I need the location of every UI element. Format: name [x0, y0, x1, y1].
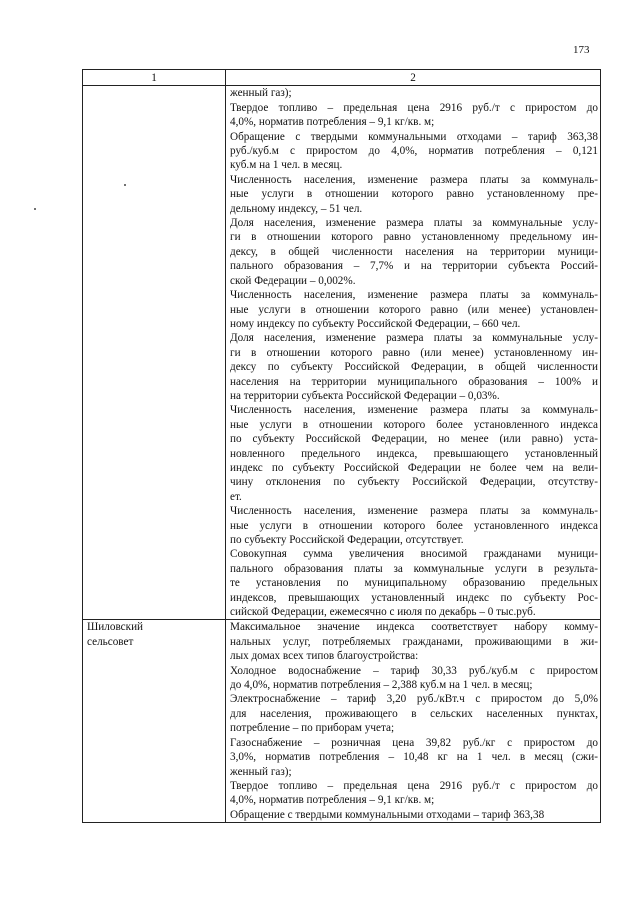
text-line: ет.	[230, 490, 242, 503]
text-line: Численность населения, изменение размера платы за коммуналь-	[230, 505, 598, 518]
text-line: ги в отношении которого равно (или менее) установленному ин-	[230, 346, 598, 359]
text-line: дексу по субъекту Российской Федерации, в общей численности	[230, 361, 598, 374]
text-line: новленного предельного индекса, превышающего установленный	[230, 447, 598, 460]
indicator-paragraph	[230, 664, 598, 693]
indicator-paragraph	[230, 331, 598, 403]
text-line: куб.м на 1 чел. в месяц.	[230, 159, 343, 172]
indicator-paragraph	[230, 403, 598, 504]
indicator-paragraph	[230, 779, 598, 808]
text-line: по субъекту Российской Федерации, но менее (или равно) уста-	[230, 433, 598, 446]
indicator-paragraph	[230, 130, 598, 173]
text-line: до 4,0%, норматив потребления – 2,388 куб.м на 1 чел. в месяц;	[230, 679, 533, 692]
text-line: чину отклонения по субъекту Российской Федерации, отсутству-	[230, 476, 598, 489]
text-line: ные услуги в отношении которого равно (или менее) установлен-	[230, 303, 598, 316]
text-line: те установления по муниципальному образованию предельных	[230, 577, 598, 590]
text-line: нальных услуг, потребляемых гражданами, проживающими в жи-	[230, 635, 598, 648]
indicator-paragraph	[230, 86, 598, 100]
indicator-paragraph	[230, 620, 598, 663]
text-line: потребление – по приборам учета;	[230, 722, 395, 735]
municipality-cell	[83, 86, 226, 620]
indicator-paragraph	[230, 173, 598, 216]
text-line: сийской Федерации, ежемесячно с июля по декабрь – 0 тыс.руб.	[230, 606, 536, 619]
text-line: ные услуги в отношении которого более установленного индекса	[230, 418, 598, 431]
stray-dot	[34, 208, 36, 210]
text-line: на территории субъекта Российской Федерации – 0,03%.	[230, 389, 500, 402]
municipality-cell	[83, 620, 226, 823]
table-header-row	[83, 70, 601, 86]
text-line: индекс по субъекту Российской Федерации не более чем на вели-	[230, 461, 598, 474]
document-table	[82, 69, 601, 823]
table-row	[83, 620, 601, 823]
column-header: 1	[83, 70, 226, 86]
text-line: Твердое топливо – предельная цена 2916 руб./т с приростом до	[230, 779, 598, 792]
municipality-name-line: сельсовет	[87, 635, 134, 648]
indicator-paragraph	[230, 736, 598, 779]
text-line: индексов, превышающих установленный индекс по субъекту Рос-	[230, 591, 598, 604]
indicators-cell	[226, 86, 601, 620]
text-line: Максимальное значение индекса соответствует набору комму-	[230, 621, 598, 634]
indicator-paragraph	[230, 692, 598, 735]
text-line: женный газ);	[230, 765, 292, 778]
municipality-name-line: Шиловский	[87, 621, 144, 634]
text-line: ные услуги в отношении которого более установленного индекса	[230, 519, 598, 532]
text-line: ги в отношении которого равно установленному предельному ин-	[230, 231, 598, 244]
text-line: Доля населения, изменение размера платы за коммунальные услу-	[230, 217, 598, 230]
text-line: Доля населения, изменение размера платы за коммунальные услу-	[230, 332, 598, 345]
text-line: женный газ);	[230, 87, 292, 100]
table-row	[83, 86, 601, 620]
text-line: ные услуги в отношении которого равно установленному пре-	[230, 188, 598, 201]
text-line: ному индексу по субъекту Российской Федерации, – 660 чел.	[230, 317, 521, 330]
text-line: Газоснабжение – розничная цена 39,82 руб./кг с приростом до	[230, 736, 598, 749]
text-line: Твердое топливо – предельная цена 2916 руб./т с приростом до	[230, 101, 598, 114]
page-number: 173	[573, 44, 590, 56]
indicator-paragraph	[230, 504, 598, 547]
indicator-paragraph	[230, 547, 598, 619]
text-line: руб./куб.м с приростом до 4,0%, норматив потребления – 0,121	[230, 145, 598, 158]
text-line: по субъекту Российской Федерации, отсутствует.	[230, 534, 464, 546]
text-line: Численность населения, изменение размера платы за коммуналь-	[230, 404, 598, 417]
text-line: лых домах всех типов благоустройства:	[230, 650, 419, 663]
indicator-paragraph	[230, 808, 598, 822]
text-line: Численность населения, изменение размера платы за коммуналь-	[230, 289, 598, 302]
text-line: 3,0%, норматив потребления – 10,48 кг на 1 чел. в месяц (сжи-	[230, 751, 598, 764]
text-line: Холодное водоснабжение – тариф 30,33 руб./куб.м с приростом	[230, 664, 598, 677]
indicators-cell	[226, 620, 601, 823]
text-line: Обращение с твердыми коммунальными отходами – тариф 363,38	[230, 808, 545, 821]
text-line: Обращение с твердыми коммунальными отходами – тариф 363,38	[230, 130, 598, 143]
text-line: пального образования платы за коммунальные услуги в результа-	[230, 562, 598, 575]
text-line: дексу, в общей численности населения на территории муници-	[230, 245, 598, 258]
column-header: 2	[226, 70, 601, 86]
text-line: пального образования – 7,7% и на территории субъекта Россий-	[230, 260, 598, 273]
text-line: Электроснабжение – тариф 3,20 руб./кВт.ч с приростом до 5,0%	[230, 693, 598, 706]
indicator-paragraph	[230, 216, 598, 288]
indicator-paragraph	[230, 288, 598, 331]
text-line: 4,0%, норматив потребления – 9,1 кг/кв. м;	[230, 116, 435, 129]
text-line: 4,0%, норматив потребления – 9,1 кг/кв. м;	[230, 794, 435, 807]
text-line: для населения, проживающего в сельских населенных пунктах,	[230, 707, 598, 720]
text-line: дельному индексу, – 51 чел.	[230, 202, 363, 215]
text-line: ской Федерации – 0,002%.	[230, 274, 356, 287]
text-line: Совокупная сумма увеличения вносимой гражданами муници-	[230, 548, 598, 561]
text-line: населения на территории муниципального образования – 100% и	[230, 375, 598, 388]
indicator-paragraph	[230, 101, 598, 130]
text-line: Численность населения, изменение размера платы за коммуналь-	[230, 173, 598, 186]
